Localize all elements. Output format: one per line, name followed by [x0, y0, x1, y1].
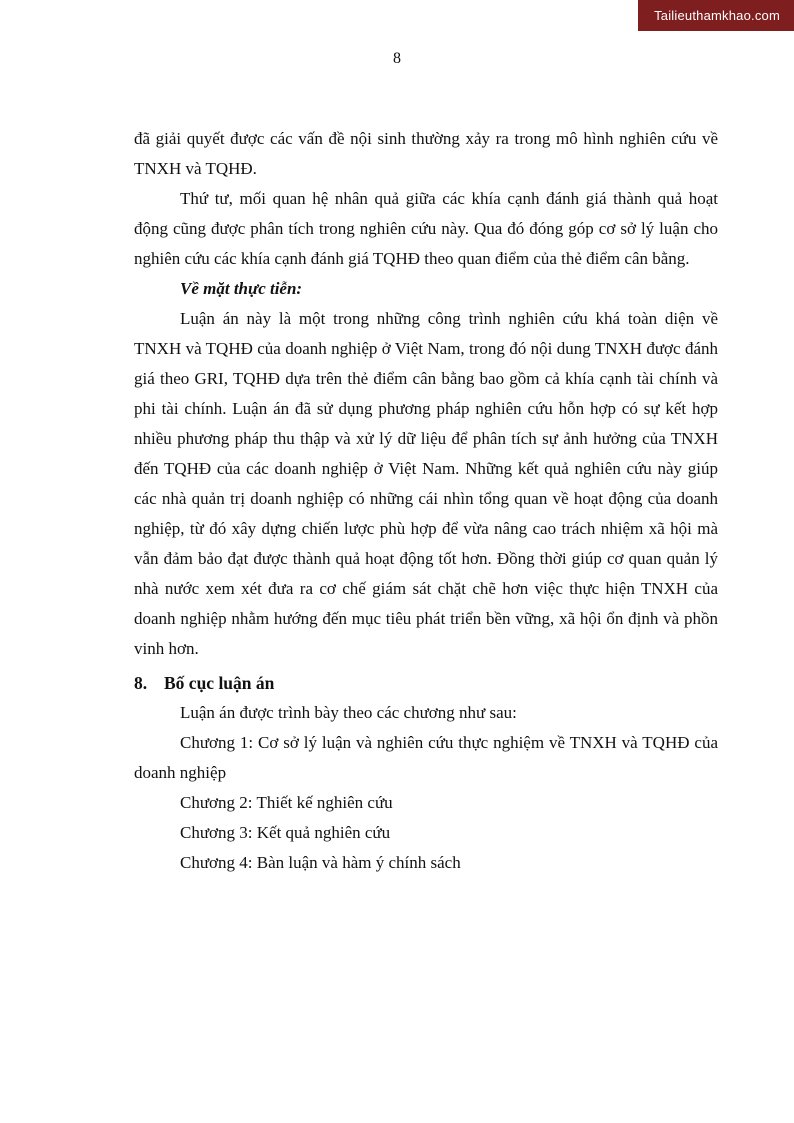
paragraph-thu-tu: Thứ tư, mối quan hệ nhân quả giữa các khía cạnh đánh giá thành quả hoạt động cũng được phân tích trong nghiên cứu này. Qua đó đóng góp cơ sở lý luận cho nghiên cứu các khía cạnh đánh giá TQHĐ theo quan điểm của thẻ điểm cân bằng.	[134, 189, 718, 268]
section-heading	[134, 668, 718, 698]
chapter-item-1: Chương 1: Cơ sở lý luận và nghiên cứu thực nghiệm về TNXH và TQHĐ của doanh nghiệp	[134, 733, 718, 782]
paragraph-continuation: đã giải quyết được các vấn đề nội sinh thường xảy ra trong mô hình nghiên cứu về TNXH và TQHĐ.	[134, 129, 718, 178]
page-number: 8	[393, 50, 401, 67]
page-content	[134, 124, 718, 878]
chapter-item-3: Chương 3: Kết quả nghiên cứu	[180, 823, 391, 842]
watermark-banner: Tailieuthamkhao.com	[638, 0, 794, 31]
section-heading-number: 8.	[134, 673, 148, 693]
section-heading-title: Bố cục luận án	[164, 673, 275, 693]
paragraph-chapters-intro: Luận án được trình bày theo các chương như sau:	[180, 703, 517, 722]
chapter-item-2: Chương 2: Thiết kế nghiên cứu	[180, 793, 393, 812]
chapter-item-4: Chương 4: Bàn luận và hàm ý chính sách	[180, 853, 461, 872]
paragraph-practical: Luận án này là một trong những công trình nghiên cứu khá toàn diện về TNXH và TQHĐ của doanh nghiệp ở Việt Nam, trong đó nội dung TNXH được đánh giá theo GRI, TQHĐ dựa trên thẻ điểm cân bằng bao gồm cả khía cạnh tài chính và phi tài chính. Luận án đã sử dụng phương pháp nghiên cứu hỗn hợp có sự kết hợp nhiều phương pháp thu thập và xử lý dữ liệu để phân tích sự ảnh hưởng của TNXH đến TQHĐ của các doanh nghiệp ở Việt Nam. Những kết quả nghiên cứu này giúp các nhà quản trị doanh nghiệp có những cái nhìn tổng quan về hoạt động của doanh nghiệp, từ đó xây dựng chiến lược phù hợp để vừa nâng cao trách nhiệm xã hội mà vẫn đảm bảo đạt được thành quả hoạt động tốt hơn. Đồng thời giúp cơ quan quản lý nhà nước xem xét đưa ra cơ chế giám sát chặt chẽ hơn việc thực hiện TNXH của doanh nghiệp nhằm hướng đến mục tiêu phát triển bền vững, xã hội ổn định và phồn vinh hơn.	[134, 309, 718, 658]
subheading-practical: Về mặt thực tiễn:	[180, 279, 303, 298]
